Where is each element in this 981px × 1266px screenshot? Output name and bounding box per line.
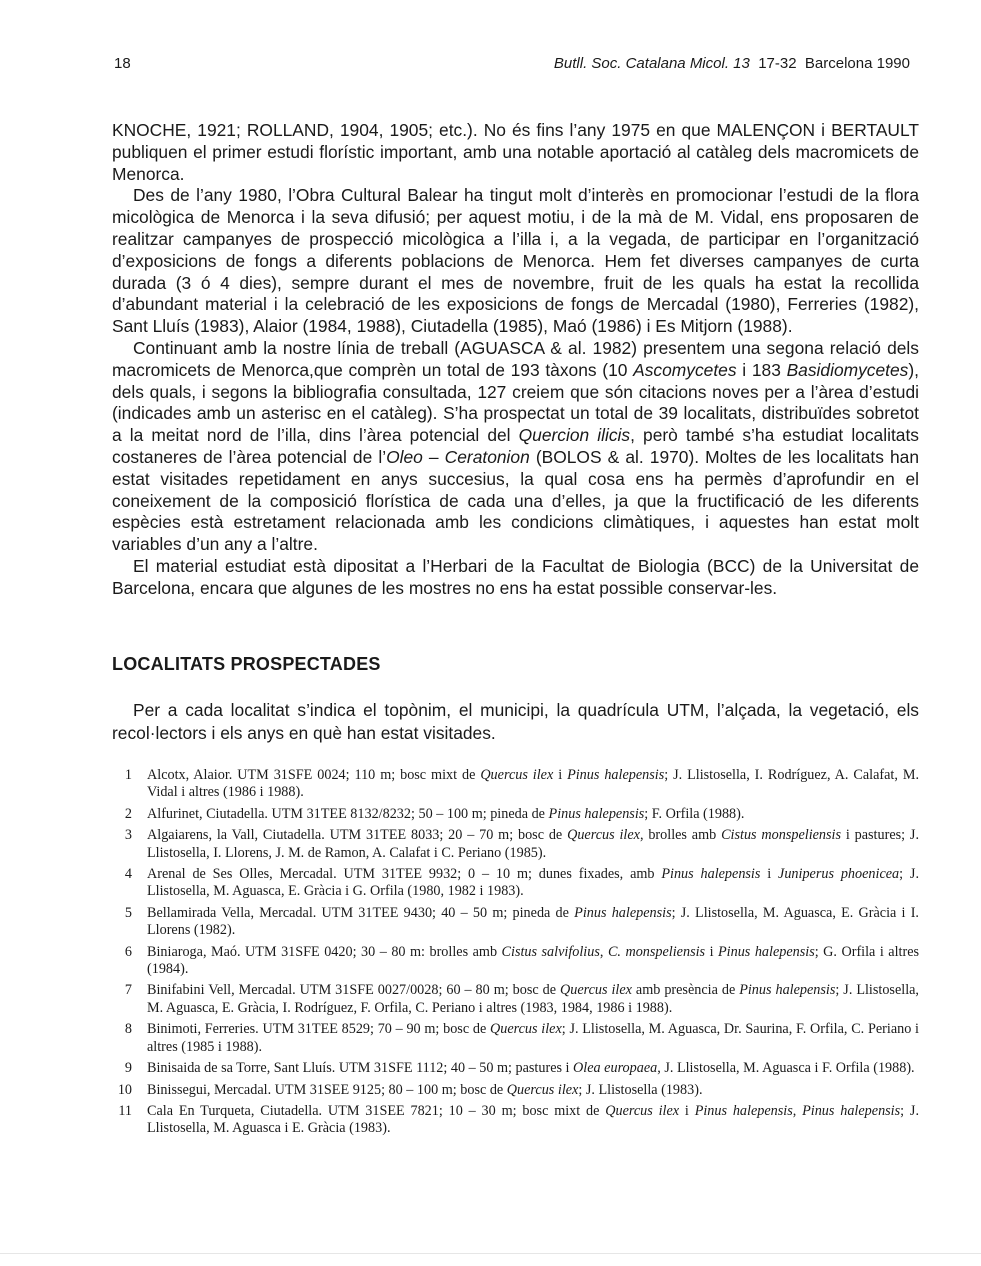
species-name: Olea europaea xyxy=(573,1060,658,1077)
locality-number: 7 xyxy=(124,982,132,999)
species-name: Quercus ilex xyxy=(506,1081,579,1098)
localities-list xyxy=(112,767,919,1142)
locality-number: 11 xyxy=(118,1102,132,1119)
locality-item xyxy=(112,905,919,940)
locality-item xyxy=(112,1060,919,1077)
locality-text: Alfurinet, Ciutadella. UTM 31TEE 8132/8232; 50 – 100 m; pineda de Pinus halepensis; F. Orfila (1988). xyxy=(147,805,745,822)
locality-number: 5 xyxy=(124,904,132,921)
locality-text: Binimoti, Ferreries. UTM 31TEE 8529; 70 – 90 m; bosc de Quercus ilex; J. Llistosella, M. Aguasca, Dr. Saurina, F. Orfila, C. Periano i altres (1985 i 1988). xyxy=(147,1021,919,1055)
locality-number: 6 xyxy=(124,943,132,960)
species-name: Pinus halepensis xyxy=(802,1102,901,1119)
journal-name: Butll. Soc. Catalana Micol. xyxy=(553,55,729,72)
species-name: Quercus ilex xyxy=(490,1021,562,1038)
paragraph: El material estudiat està dipositat a l’Herbari de la Facultat de Biologia (BCC) de la Universitat de Barcelona, encara que algunes de les mostres no ens ha estat possible conservar-les. xyxy=(112,555,919,598)
locality-text: Binisaida de sa Torre, Sant Lluís. UTM 31SFE 1112; 40 – 50 m; pastures i Olea europaea, J. Llistosella, M. Aguasca i F. Orfila (1988). xyxy=(147,1060,915,1077)
species-name: Pinus halepensis xyxy=(694,1102,793,1119)
body-text xyxy=(112,120,919,600)
locality-item xyxy=(112,827,919,862)
species-name: Pinus halepensis xyxy=(574,904,672,921)
locality-text: Binifabini Vell, Mercadal. UTM 31SFE 0027/0028; 60 – 80 m; bosc de Quercus ilex amb presència de Pinus halepensis; J. Llistosella, M. Aguasca, E. Gràcia, I. Rodríguez, F. Orfila, C. Periano i altres (1983, 1984, 1986 i 1988). xyxy=(147,982,919,1016)
locality-number: 9 xyxy=(124,1060,132,1077)
locality-item xyxy=(112,866,919,901)
species-name: Quercion ilicis xyxy=(518,425,631,446)
locality-text: Alcotx, Alaior. UTM 31SFE 0024; 110 m; bosc mixt de Quercus ilex i Pinus halepensis; J. Llistosella, I. Rodríguez, A. Calafat, M. Vidal i altres (1986 i 1988). xyxy=(147,767,919,801)
species-name: Quercus ilex xyxy=(480,767,554,783)
section-title: LOCALITATS PROSPECTADES xyxy=(112,654,381,674)
paragraph: KNOCHE, 1921; ROLLAND, 1904, 1905; etc.). No és fins l’any 1975 en que MALENÇON i BERTAULT publiquen el primer estudi florístic important, amb una notable aportació al catàleg dels macromicets de Menorca. xyxy=(112,120,919,184)
locality-number: 8 xyxy=(124,1021,132,1038)
locality-text: Binissegui, Mercadal. UTM 31SEE 9125; 80 – 100 m; bosc de Quercus ilex; J. Llistosella (1983). xyxy=(147,1081,703,1098)
locality-text: Bellamirada Vella, Mercadal. UTM 31TEE 9430; 40 – 50 m; pineda de Pinus halepensis; J. Llistosella, M. Aguasca, E. Gràcia i I. Llorens (1982). xyxy=(147,904,919,939)
section-intro xyxy=(112,699,919,745)
species-name: Pinus halepensis xyxy=(718,943,815,960)
species-name: Pinus halepensis xyxy=(567,767,665,783)
section-intro-text: Per a cada localitat s’indica el topònim, el municipi, la quadrícula UTM, l’alçada, la vegetació, els recol·lectors i els anys en què han estat visitades. xyxy=(112,700,919,743)
locality-item xyxy=(112,806,919,823)
locality-number: 1 xyxy=(124,767,132,783)
species-name: Pinus halepensis xyxy=(739,982,836,999)
species-name: Quercus ilex xyxy=(559,982,632,999)
locality-text: Arenal de Ses Olles, Mercadal. UTM 31TEE 9932; 0 – 10 m; dunes fixades, amb Pinus halepensis i Juniperus phoenicea; J. Llistosella, M. Aguasca, E. Gràcia i G. Orfila (1980, 1982 i 1983). xyxy=(147,866,919,900)
locality-item xyxy=(112,1103,919,1138)
species-name: C. monspeliensis xyxy=(607,943,706,960)
species-name: Juniperus phoenicea xyxy=(778,866,900,883)
species-name: Quercus ilex xyxy=(605,1102,680,1119)
species-name: Ascomycetes xyxy=(633,359,737,380)
running-header xyxy=(554,55,910,72)
journal-place-year: Barcelona 1990 xyxy=(804,55,910,72)
locality-text: Cala En Turqueta, Ciutadella. UTM 31SEE 7821; 10 – 30 m; bosc mixt de Quercus ilex i Pinus halepensis, Pinus halepensis; J. Llistosella, M. Aguasca i E. Gràcia (1983). xyxy=(147,1102,919,1137)
locality-item xyxy=(112,944,919,979)
page-bottom-edge xyxy=(0,1253,981,1254)
paragraph: Des de l’any 1980, l’Obra Cultural Balear ha tingut molt d’interès en promocionar l’estudi de la flora micològica de Menorca i la seva difusió; per aquest motiu, i de la mà de M. Vidal, ens proposaren de realitzar campanyes de prospecció micològica a l’illa i, a la vegada, de participar en l’organització d’exposicions de fongs a diferents poblacions de Menorca. Hem fet diverses campanyes de curta durada (3 ó 4 dies), sempre durant el mes de novembre, fruit de les quals ha estat la recollida d’abundant material i la celebració de les exposicions de fongs de Mercadal (1980), Ferreries (1982), Sant Lluís (1983), Alaior (1984, 1988), Ciutadella (1985), Maó (1986) i Es Mitjorn (1988). xyxy=(112,185,919,337)
journal-volume: 13 xyxy=(733,55,750,72)
locality-item xyxy=(112,982,919,1017)
species-name: Cistus salvifolius xyxy=(501,943,600,960)
species-name: Quercus ilex xyxy=(567,827,640,844)
species-name: Ceratonion xyxy=(444,446,530,467)
species-name: Cistus monspeliensis xyxy=(721,827,842,844)
locality-number: 2 xyxy=(124,805,132,822)
locality-item xyxy=(112,767,919,802)
locality-text: Biniaroga, Maó. UTM 31SFE 0420; 30 – 80 m: brolles amb Cistus salvifolius, C. monspeliensis i Pinus halepensis; G. Orfila i altres (1984). xyxy=(147,943,920,978)
locality-item xyxy=(112,1021,919,1056)
locality-number: 10 xyxy=(117,1081,132,1098)
species-name: Oleo xyxy=(386,446,423,467)
paragraph: Continuant amb la nostre línia de treball (AGUASCA & al. 1982) presentem una segona relació dels macromicets de Menorca,que comprèn un total de 193 tàxons (10 Ascomycetes i 183 Basidiomycetes), dels quals, i segons la bibliografia consultada, 127 creiem que són citacions noves per a l’àrea d’estudi (indicades amb un asterisc en el catàleg). S’ha prospectat un total de 39 localitats, distribuïdes sobretot a la meitat nord de l’illa, dins l’àrea potencial del Quercion ilicis, però també s’ha estudiat localitats costaneres de l’àrea potencial de l’Oleo – Ceratonion (BOLOS & al. 1970). Moltes de les localitats han estat visitades repetidament en anys succesius, la qual cosa ens ha permès d’aprofundir en el coneixement de la composició florística de cada una d’elles, ja que la fructificació de les diferents espècies està estretament relacionada amb les condicions climàtiques, i aquestes han estat molt variables d’un any a l’altre. xyxy=(112,337,920,555)
page-number: 18 xyxy=(114,55,131,72)
journal-pages: 17-32 xyxy=(758,55,797,72)
species-name: Pinus halepensis xyxy=(548,805,645,822)
species-name: Pinus halepensis xyxy=(661,866,761,883)
locality-number: 4 xyxy=(124,866,132,883)
locality-number: 3 xyxy=(124,827,132,844)
species-name: Basidiomycetes xyxy=(786,359,909,380)
locality-item xyxy=(112,1082,919,1099)
locality-text: Algaiarens, la Vall, Ciutadella. UTM 31TEE 8033; 20 – 70 m; bosc de Quercus ilex, brolles amb Cistus monspeliensis i pastures; J. Llistosella, I. Llorens, J. M. de Ramon, A. Calafat i C. Periano (1985). xyxy=(147,827,919,861)
